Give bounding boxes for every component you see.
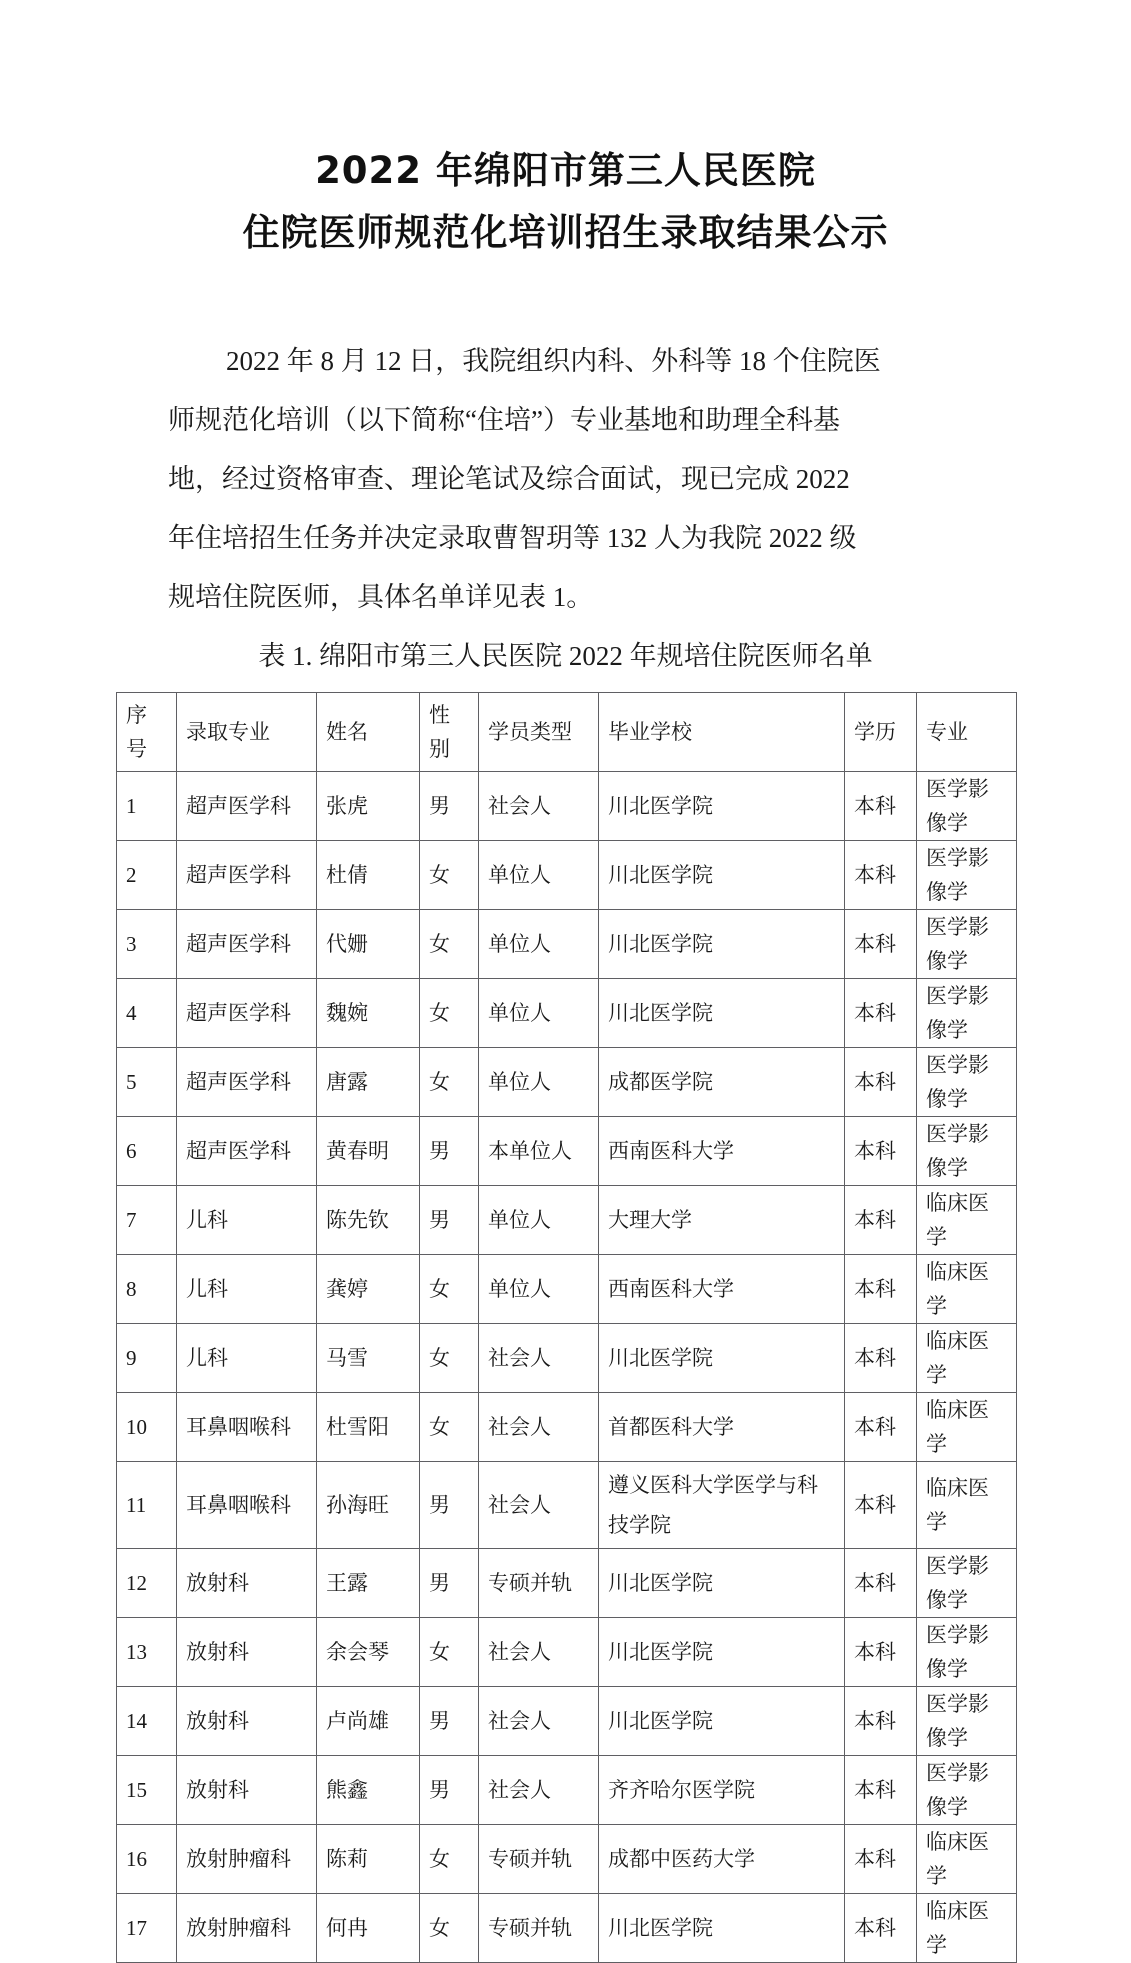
cell-index: 6 bbox=[117, 1117, 177, 1186]
cell-major: 放射科 bbox=[177, 1756, 317, 1825]
cell-education: 本科 bbox=[845, 1048, 917, 1117]
cell-type: 社会人 bbox=[479, 1393, 599, 1462]
cell-name: 代姗 bbox=[317, 910, 420, 979]
cell-education: 本科 bbox=[845, 1687, 917, 1756]
cell-sex: 女 bbox=[420, 1324, 479, 1393]
cell-sex: 男 bbox=[420, 1756, 479, 1825]
cell-major: 超声医学科 bbox=[177, 772, 317, 841]
cell-school bbox=[599, 1462, 845, 1549]
cell-education: 本科 bbox=[845, 1117, 917, 1186]
cell-school bbox=[599, 1618, 845, 1687]
cell-school bbox=[599, 1825, 845, 1894]
cell-education: 本科 bbox=[845, 910, 917, 979]
cell-school-line: 川北医学院 bbox=[608, 1001, 713, 1025]
cell-name: 孙海旺 bbox=[317, 1462, 420, 1549]
cell-school bbox=[599, 1117, 845, 1186]
cell-school bbox=[599, 1756, 845, 1825]
table-row bbox=[117, 910, 1017, 979]
cell-major: 放射肿瘤科 bbox=[177, 1894, 317, 1963]
cell-major: 儿科 bbox=[177, 1255, 317, 1324]
cell-name: 魏婉 bbox=[317, 979, 420, 1048]
cell-field: 临床医学 bbox=[917, 1894, 1017, 1963]
cell-index: 7 bbox=[117, 1186, 177, 1255]
cell-school-line: 川北医学院 bbox=[608, 794, 713, 818]
cell-major: 超声医学科 bbox=[177, 1117, 317, 1186]
cell-school bbox=[599, 841, 845, 910]
table-row bbox=[117, 772, 1017, 841]
cell-school-line: 川北医学院 bbox=[608, 863, 713, 887]
cell-index: 15 bbox=[117, 1756, 177, 1825]
cell-index: 17 bbox=[117, 1894, 177, 1963]
cell-sex: 女 bbox=[420, 910, 479, 979]
cell-sex: 女 bbox=[420, 1825, 479, 1894]
paragraph-line-5: 规培住院医师，具体名单详见表 1。 bbox=[168, 582, 594, 612]
cell-name: 陈莉 bbox=[317, 1825, 420, 1894]
cell-field: 医学影像学 bbox=[917, 1048, 1017, 1117]
cell-type: 社会人 bbox=[479, 1687, 599, 1756]
cell-school-line: 遵义医科大学医学与科 bbox=[608, 1473, 818, 1497]
cell-school bbox=[599, 1687, 845, 1756]
cell-education: 本科 bbox=[845, 1549, 917, 1618]
cell-index: 14 bbox=[117, 1687, 177, 1756]
cell-sex: 男 bbox=[420, 772, 479, 841]
cell-major: 耳鼻咽喉科 bbox=[177, 1462, 317, 1549]
cell-name: 余会琴 bbox=[317, 1618, 420, 1687]
cell-index: 8 bbox=[117, 1255, 177, 1324]
cell-field: 医学影像学 bbox=[917, 1687, 1017, 1756]
cell-type: 专硕并轨 bbox=[479, 1894, 599, 1963]
cell-index: 9 bbox=[117, 1324, 177, 1393]
cell-index: 13 bbox=[117, 1618, 177, 1687]
cell-sex: 女 bbox=[420, 1618, 479, 1687]
table-row bbox=[117, 841, 1017, 910]
cell-education: 本科 bbox=[845, 1255, 917, 1324]
roster-table-body bbox=[117, 772, 1017, 1963]
cell-school bbox=[599, 1549, 845, 1618]
cell-name: 马雪 bbox=[317, 1324, 420, 1393]
cell-field: 医学影像学 bbox=[917, 1618, 1017, 1687]
cell-sex: 女 bbox=[420, 841, 479, 910]
cell-school bbox=[599, 1324, 845, 1393]
column-header-school bbox=[599, 693, 845, 772]
cell-school-line: 大理大学 bbox=[608, 1208, 692, 1232]
cell-school-line: 成都中医药大学 bbox=[608, 1847, 755, 1871]
cell-index: 3 bbox=[117, 910, 177, 979]
cell-index: 4 bbox=[117, 979, 177, 1048]
cell-name: 杜倩 bbox=[317, 841, 420, 910]
cell-sex: 男 bbox=[420, 1186, 479, 1255]
cell-education: 本科 bbox=[845, 772, 917, 841]
table-row bbox=[117, 1618, 1017, 1687]
cell-education: 本科 bbox=[845, 979, 917, 1048]
column-header-label: 毕业学校 bbox=[608, 720, 692, 744]
cell-major: 耳鼻咽喉科 bbox=[177, 1393, 317, 1462]
cell-sex: 女 bbox=[420, 1048, 479, 1117]
roster-table bbox=[116, 692, 1017, 1963]
cell-type: 专硕并轨 bbox=[479, 1825, 599, 1894]
paragraph-line-1: 2022 年 8 月 12 日，我院组织内科、外科等 18 个住院医 bbox=[226, 346, 881, 376]
cell-type: 单位人 bbox=[479, 910, 599, 979]
cell-name: 卢尚雄 bbox=[317, 1687, 420, 1756]
table-header-row bbox=[117, 693, 1017, 772]
column-header-label: 学历 bbox=[854, 720, 896, 744]
cell-major: 放射科 bbox=[177, 1687, 317, 1756]
cell-name: 张虎 bbox=[317, 772, 420, 841]
cell-education: 本科 bbox=[845, 1393, 917, 1462]
table-row bbox=[117, 1549, 1017, 1618]
cell-name: 杜雪阳 bbox=[317, 1393, 420, 1462]
cell-major: 放射肿瘤科 bbox=[177, 1825, 317, 1894]
column-header-label: 学员类型 bbox=[488, 720, 572, 744]
cell-school bbox=[599, 1255, 845, 1324]
cell-school bbox=[599, 1186, 845, 1255]
cell-sex: 男 bbox=[420, 1462, 479, 1549]
cell-major: 超声医学科 bbox=[177, 979, 317, 1048]
cell-education: 本科 bbox=[845, 1825, 917, 1894]
cell-education: 本科 bbox=[845, 1186, 917, 1255]
table-row bbox=[117, 1894, 1017, 1963]
cell-sex: 女 bbox=[420, 1393, 479, 1462]
cell-index: 10 bbox=[117, 1393, 177, 1462]
body-paragraph-block bbox=[168, 332, 960, 627]
cell-type: 社会人 bbox=[479, 1324, 599, 1393]
cell-type: 社会人 bbox=[479, 1618, 599, 1687]
column-header-sex bbox=[420, 693, 479, 772]
cell-field: 医学影像学 bbox=[917, 1117, 1017, 1186]
cell-school-line: 西南医科大学 bbox=[608, 1139, 734, 1163]
cell-school bbox=[599, 1393, 845, 1462]
cell-school-line: 齐齐哈尔医学院 bbox=[608, 1778, 755, 1802]
cell-school bbox=[599, 772, 845, 841]
paragraph-line-4: 年住培招生任务并决定录取曹智玥等 132 人为我院 2022 级 bbox=[168, 523, 857, 553]
cell-type: 专硕并轨 bbox=[479, 1549, 599, 1618]
cell-major: 儿科 bbox=[177, 1186, 317, 1255]
cell-school-line: 川北医学院 bbox=[608, 932, 713, 956]
cell-major: 超声医学科 bbox=[177, 1048, 317, 1117]
table-row bbox=[117, 1117, 1017, 1186]
table-row bbox=[117, 1393, 1017, 1462]
cell-sex: 女 bbox=[420, 1894, 479, 1963]
cell-field: 医学影像学 bbox=[917, 979, 1017, 1048]
cell-education: 本科 bbox=[845, 1894, 917, 1963]
cell-type: 单位人 bbox=[479, 1255, 599, 1324]
cell-index: 5 bbox=[117, 1048, 177, 1117]
cell-sex: 男 bbox=[420, 1117, 479, 1186]
cell-field: 临床医学 bbox=[917, 1186, 1017, 1255]
cell-sex: 男 bbox=[420, 1549, 479, 1618]
column-header-field bbox=[917, 693, 1017, 772]
table-row bbox=[117, 1756, 1017, 1825]
table-row bbox=[117, 1186, 1017, 1255]
cell-field: 临床医学 bbox=[917, 1255, 1017, 1324]
cell-field: 医学影像学 bbox=[917, 841, 1017, 910]
table-row bbox=[117, 1687, 1017, 1756]
table-row bbox=[117, 979, 1017, 1048]
column-header-type bbox=[479, 693, 599, 772]
cell-school bbox=[599, 1894, 845, 1963]
cell-field: 临床医学 bbox=[917, 1393, 1017, 1462]
column-header-label: 录取专业 bbox=[186, 720, 270, 744]
cell-type: 本单位人 bbox=[479, 1117, 599, 1186]
cell-sex: 男 bbox=[420, 1687, 479, 1756]
table-row bbox=[117, 1462, 1017, 1549]
cell-name: 王露 bbox=[317, 1549, 420, 1618]
cell-school-line: 川北医学院 bbox=[608, 1346, 713, 1370]
table-row bbox=[117, 1255, 1017, 1324]
cell-school-line: 川北医学院 bbox=[608, 1571, 713, 1595]
cell-field: 医学影像学 bbox=[917, 910, 1017, 979]
column-header-edu bbox=[845, 693, 917, 772]
intro-paragraph bbox=[168, 332, 960, 627]
cell-type: 社会人 bbox=[479, 1462, 599, 1549]
column-header-major bbox=[177, 693, 317, 772]
cell-school-line: 川北医学院 bbox=[608, 1916, 713, 1940]
cell-school-line: 技学院 bbox=[608, 1513, 671, 1537]
cell-name: 龚婷 bbox=[317, 1255, 420, 1324]
cell-education: 本科 bbox=[845, 1324, 917, 1393]
cell-field: 医学影像学 bbox=[917, 1756, 1017, 1825]
cell-index: 2 bbox=[117, 841, 177, 910]
paragraph-line-2: 师规范化培训（以下简称“住培”）专业基地和助理全科基 bbox=[168, 405, 840, 435]
table-caption: 表 1. 绵阳市第三人民医院 2022 年规培住院医师名单 bbox=[258, 641, 873, 671]
cell-type: 单位人 bbox=[479, 1048, 599, 1117]
cell-school-line: 川北医学院 bbox=[608, 1640, 713, 1664]
cell-major: 儿科 bbox=[177, 1324, 317, 1393]
column-header-label: 别 bbox=[429, 737, 450, 761]
cell-name: 黄春明 bbox=[317, 1117, 420, 1186]
cell-school bbox=[599, 910, 845, 979]
cell-school-line: 成都医学院 bbox=[608, 1070, 713, 1094]
cell-type: 社会人 bbox=[479, 1756, 599, 1825]
cell-major: 放射科 bbox=[177, 1549, 317, 1618]
cell-field: 医学影像学 bbox=[917, 1549, 1017, 1618]
cell-field: 医学影像学 bbox=[917, 772, 1017, 841]
cell-school bbox=[599, 979, 845, 1048]
column-header-label: 专业 bbox=[926, 720, 968, 744]
column-header-label: 性 bbox=[429, 703, 450, 727]
column-header-label: 姓名 bbox=[326, 720, 368, 744]
cell-index: 1 bbox=[117, 772, 177, 841]
cell-name: 唐露 bbox=[317, 1048, 420, 1117]
table-row bbox=[117, 1825, 1017, 1894]
column-header-label: 号 bbox=[126, 737, 147, 761]
cell-school-line: 西南医科大学 bbox=[608, 1277, 734, 1301]
cell-school-line: 川北医学院 bbox=[608, 1709, 713, 1733]
column-header-label: 序 bbox=[126, 703, 147, 727]
page-title bbox=[0, 140, 1131, 264]
paragraph-line-3: 地，经过资格审查、理论笔试及综合面试，现已完成 2022 bbox=[168, 464, 850, 494]
cell-type: 单位人 bbox=[479, 841, 599, 910]
cell-index: 11 bbox=[117, 1462, 177, 1549]
cell-field: 临床医学 bbox=[917, 1825, 1017, 1894]
cell-type: 社会人 bbox=[479, 772, 599, 841]
cell-sex: 女 bbox=[420, 1255, 479, 1324]
cell-type: 单位人 bbox=[479, 1186, 599, 1255]
cell-major: 放射科 bbox=[177, 1618, 317, 1687]
cell-name: 熊鑫 bbox=[317, 1756, 420, 1825]
cell-school-line: 首都医科大学 bbox=[608, 1415, 734, 1439]
column-header-index bbox=[117, 693, 177, 772]
table-row bbox=[117, 1324, 1017, 1393]
cell-major: 超声医学科 bbox=[177, 910, 317, 979]
cell-education: 本科 bbox=[845, 1618, 917, 1687]
table-row bbox=[117, 1048, 1017, 1117]
cell-major: 超声医学科 bbox=[177, 841, 317, 910]
page-title-line-1: 2022 年绵阳市第三人民医院 bbox=[315, 149, 816, 192]
roster-table-head bbox=[117, 693, 1017, 772]
cell-name: 何冉 bbox=[317, 1894, 420, 1963]
cell-education: 本科 bbox=[845, 841, 917, 910]
cell-school bbox=[599, 1048, 845, 1117]
cell-education: 本科 bbox=[845, 1756, 917, 1825]
cell-sex: 女 bbox=[420, 979, 479, 1048]
cell-index: 16 bbox=[117, 1825, 177, 1894]
column-header-name bbox=[317, 693, 420, 772]
cell-name: 陈先钦 bbox=[317, 1186, 420, 1255]
cell-type: 单位人 bbox=[479, 979, 599, 1048]
cell-field: 临床医学 bbox=[917, 1462, 1017, 1549]
page-title-line-2: 住院医师规范化培训招生录取结果公示 bbox=[242, 211, 889, 254]
cell-field: 临床医学 bbox=[917, 1324, 1017, 1393]
cell-education: 本科 bbox=[845, 1462, 917, 1549]
title-block bbox=[0, 140, 1131, 264]
cell-index: 12 bbox=[117, 1549, 177, 1618]
roster-table-wrap bbox=[116, 692, 1016, 1963]
